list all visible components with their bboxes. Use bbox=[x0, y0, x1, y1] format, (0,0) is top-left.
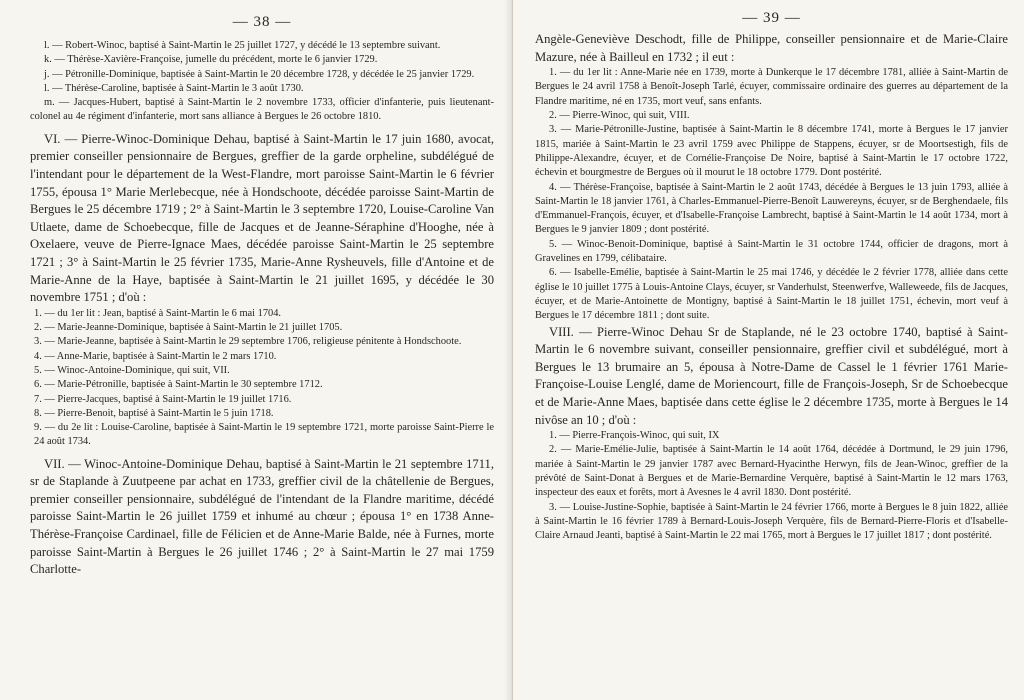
list-item: 8. — Pierre-Benoit, baptisé à Saint-Martin le 5 juin 1718. bbox=[34, 407, 274, 419]
list-item: 3. — Marie-Pétronille-Justine, baptisée à Saint-Martin le 8 décembre 1741, morte à Bergues le 17 janvier 1815, mariée à Saint-Martin le 23 avril 1759 avec Philippe de Stappens, écuyer, sr de Moortsestigh, fils de Philippe-Alexandre, écuyer, et de Cornélie-Françoise De Noire, baptisé à Saint-Martin le 17 octobre 1722, échevin et bourgmestre de Bergues où il mourut le 18 octobre 1779. Dont postérité. bbox=[535, 124, 1008, 179]
page-number-right: — 39 — bbox=[742, 10, 801, 26]
paragraph: k. — Thérèse-Xavière-Françoise, jumelle du précédent, morte le 6 janvier 1729. bbox=[44, 54, 378, 66]
list-item: 4. — Thérèse-Françoise, baptisée à Saint-Martin le 2 août 1743, décédée à Bergues le 13 juin 1793, alliée à Saint-Martin le 18 janvier 1761, à Charles-Emmanuel-Pierre-Benoît Lauwereyns, écuyer, sr de Berghendaele, fils d'Emmanuel-François, écuyer, et d'Isabelle-Françoise Lambrecht, baptisé à Saint-Martin le 14 août 1734, mort à Bergues le 9 janvier 1809 ; dont postérité. bbox=[535, 181, 1008, 236]
section-vi: VI. — Pierre-Winoc-Dominique Dehau, baptisé à Saint-Martin le 17 juin 1680, avocat, premier conseiller pensionnaire de Bergues, greffier de la garde orpheline, subdélégué de l'intendant pour le département de la West-Flandre, mort paroisse Saint-Martin le 6 février 1755, épousa 1° Marie Merlebecque, née à Hondschoote, décédée paroisse Saint-Martin de Bergues le 25 décembre 1719 ; 2° à Saint-Martin le 3 septembre 1720, Louise-Caroline Van Utlaete, dame de Schoebecque, fille de Jacques et de Jeanne-Séraphine d'Hooghe, née à Oxelaere, veuve de Pierre-Ignace Maes, décédée paroisse Saint-Martin le 25 septembre 1721 ; 3° à Saint-Martin le 25 février 1735, Marie-Anne Rysheuvels, fille d'Antoine et de Marie-Anne de la Haye, baptisée à Saint-Martin le 21 juillet 1695, y décédée le 30 novembre 1751 ; d'où : bbox=[30, 131, 494, 305]
list-item: 6. — Isabelle-Emélie, baptisée à Saint-Martin le 25 mai 1746, y décédée le 2 février 1778, alliée dans cette église le 10 juillet 1775 à Louis-Antoine Clays, écuyer, sr Vanderhulst, Steenwerfve, Walleweede, fils de Jacques, écuyer, et de Marie-Antoinette de Montigny, baptisé à Saint-Martin le 18 juillet 1751, échevin, mort veuf à Bergues le 17 décembre 1811 ; dont suite. bbox=[535, 267, 1008, 322]
list-item: 7. — Pierre-Jacques, baptisé à Saint-Martin le 19 juillet 1716. bbox=[34, 393, 292, 405]
paragraph: l. — Thérèse-Caroline, baptisée à Saint-Martin le 3 août 1730. bbox=[44, 82, 304, 94]
paragraph: j. — Pétronille-Dominique, baptisée à Saint-Martin le 20 décembre 1728, y décédée le 25 janvier 1729. bbox=[44, 68, 475, 80]
list-item: 1. — Pierre-François-Winoc, qui suit, IX bbox=[549, 430, 720, 442]
paragraph: l. — Robert-Winoc, baptisé à Saint-Martin le 25 juillet 1727, y décédé le 13 septembre suivant. bbox=[44, 40, 441, 51]
paragraph: Angèle-Geneviève Deschodt, fille de Philippe, conseiller pensionnaire et de Marie-Claire Mazure, née à Bailleul en 1732 ; il eut : bbox=[535, 32, 1008, 64]
list-item: 2. — Pierre-Winoc, qui suit, VIII. bbox=[549, 110, 690, 122]
list-item: 9. — du 2e lit : Louise-Caroline, baptisée à Saint-Martin le 19 septembre 1721, morte paroisse Saint-Pierre le 24 août 1734. bbox=[34, 422, 494, 448]
list-item: 3. — Marie-Jeanne, baptisée à Saint-Martin le 29 septembre 1706, religieuse pénitente à Hondschoote. bbox=[34, 336, 462, 348]
list-item: 4. — Anne-Marie, baptisée à Saint-Martin le 2 mars 1710. bbox=[34, 350, 277, 362]
list-item: 5. — Winoc-Antoine-Dominique, qui suit, VII. bbox=[34, 364, 230, 376]
right-page bbox=[512, 0, 1024, 700]
list-item: 2. — Marie-Emélie-Julie, baptisée à Saint-Martin le 14 août 1764, décédée à Dortmund, le 29 juin 1796, mariée à Saint-Martin le 29 janvier 1787 avec Bernard-Hyacinthe Herwyn, fils de Jean-Winoc, greffier de la prévôté de Saint-Donat à Bergues et de Marie-Bernardine Verquère, baptisé à Saint-Martin le 12 mars 1763, inspecteur des eaux et forêts, mort à Avesnes le 4 avril 1830. Dont postérité. bbox=[535, 444, 1008, 499]
section-viii: VIII. — Pierre-Winoc Dehau Sr de Staplande, né le 23 octobre 1740, baptisé à Saint-Martin le 6 novembre suivant, conseiller pensionnaire, greffier civil et subdélégué, mort à Bergues le 13 brumaire an 5, épousa à Notre-Dame de Cassel le 1 février 1761 Marie-Françoise-Louise Lenglé, dame de Moriencourt, fille de François-Joseph, Sr de Schoebecque et de Marie-Anne Maes, baptisée dans cette église le 2 décembre 1735, morte à Bergues le 14 nivôse an 10 ; d'où : bbox=[535, 324, 1008, 427]
list-item: 6. — Marie-Pétronille, baptisée à Saint-Martin le 30 septembre 1712. bbox=[34, 379, 323, 391]
list-item: 2. — Marie-Jeanne-Dominique, baptisée à Saint-Martin le 21 juillet 1705. bbox=[34, 322, 343, 334]
list-item: 5. — Winoc-Benoit-Dominique, baptisé à Saint-Martin le 31 octobre 1744, officier de dragons, mort à Gravelines en 1799, célibataire. bbox=[535, 238, 1008, 265]
list-item: 1. — du 1er lit : Anne-Marie née en 1739, morte à Dunkerque le 17 décembre 1781, alliée à Saint-Martin de Bergues le 24 avril 1758 à Benoît-Joseph Tarlé, écuyer, commissaire ordinaire des guerres au département de la Flandre maritime, né en 1735, mort veuf, sans enfants. bbox=[535, 67, 1008, 107]
section-vii: VII. — Winoc-Antoine-Dominique Dehau, baptisé à Saint-Martin le 21 septembre 1711, sr de Staplande à Zuutpeene par achat en 1733, greffier civil de la châtellenie de Bergues, premier conseiller pensionnaire, subdélégué de l'intendant de la Flandre maritime, décédé paroisse Saint-Martin le 26 juillet 1759 et inhumé au chœur ; épousa 1° en 1738 Anne-Thérèse-Françoise Cardinael, fille de Félicien et de Anne-Marie Balde, née à Furnes, morte paroisse Saint-Martin à Bergues le 26 juillet 1746 ; 2° à Saint-Martin le 27 mai 1759 Charlotte- bbox=[30, 456, 494, 577]
paragraph: m. — Jacques-Hubert, baptisé à Saint-Martin le 2 novembre 1733, officier d'infanterie, puis lieutenant-colonel au 4e régiment d'infanterie, mort sans alliance à Bergues le 26 octobre 1810. bbox=[30, 97, 494, 123]
list-item: 3. — Louise-Justine-Sophie, baptisée à Saint-Martin le 24 février 1766, morte à Bergues le 8 juin 1822, alliée à Saint-Martin le 16 février 1789 à Bernard-Louis-Joseph Verquère, fils de Bernard-Pierre-Floris et d'Isabelle-Claire Arnaud Jeanti, baptisé à Saint-Martin le 22 mai 1765, mort à Bergues le 17 juillet 1817 ; dont postérité. bbox=[535, 501, 1008, 542]
page-number-left: — 38 — bbox=[232, 14, 292, 30]
list-item: 1. — du 1er lit : Jean, baptisé à Saint-Martin le 6 mai 1704. bbox=[34, 307, 282, 319]
